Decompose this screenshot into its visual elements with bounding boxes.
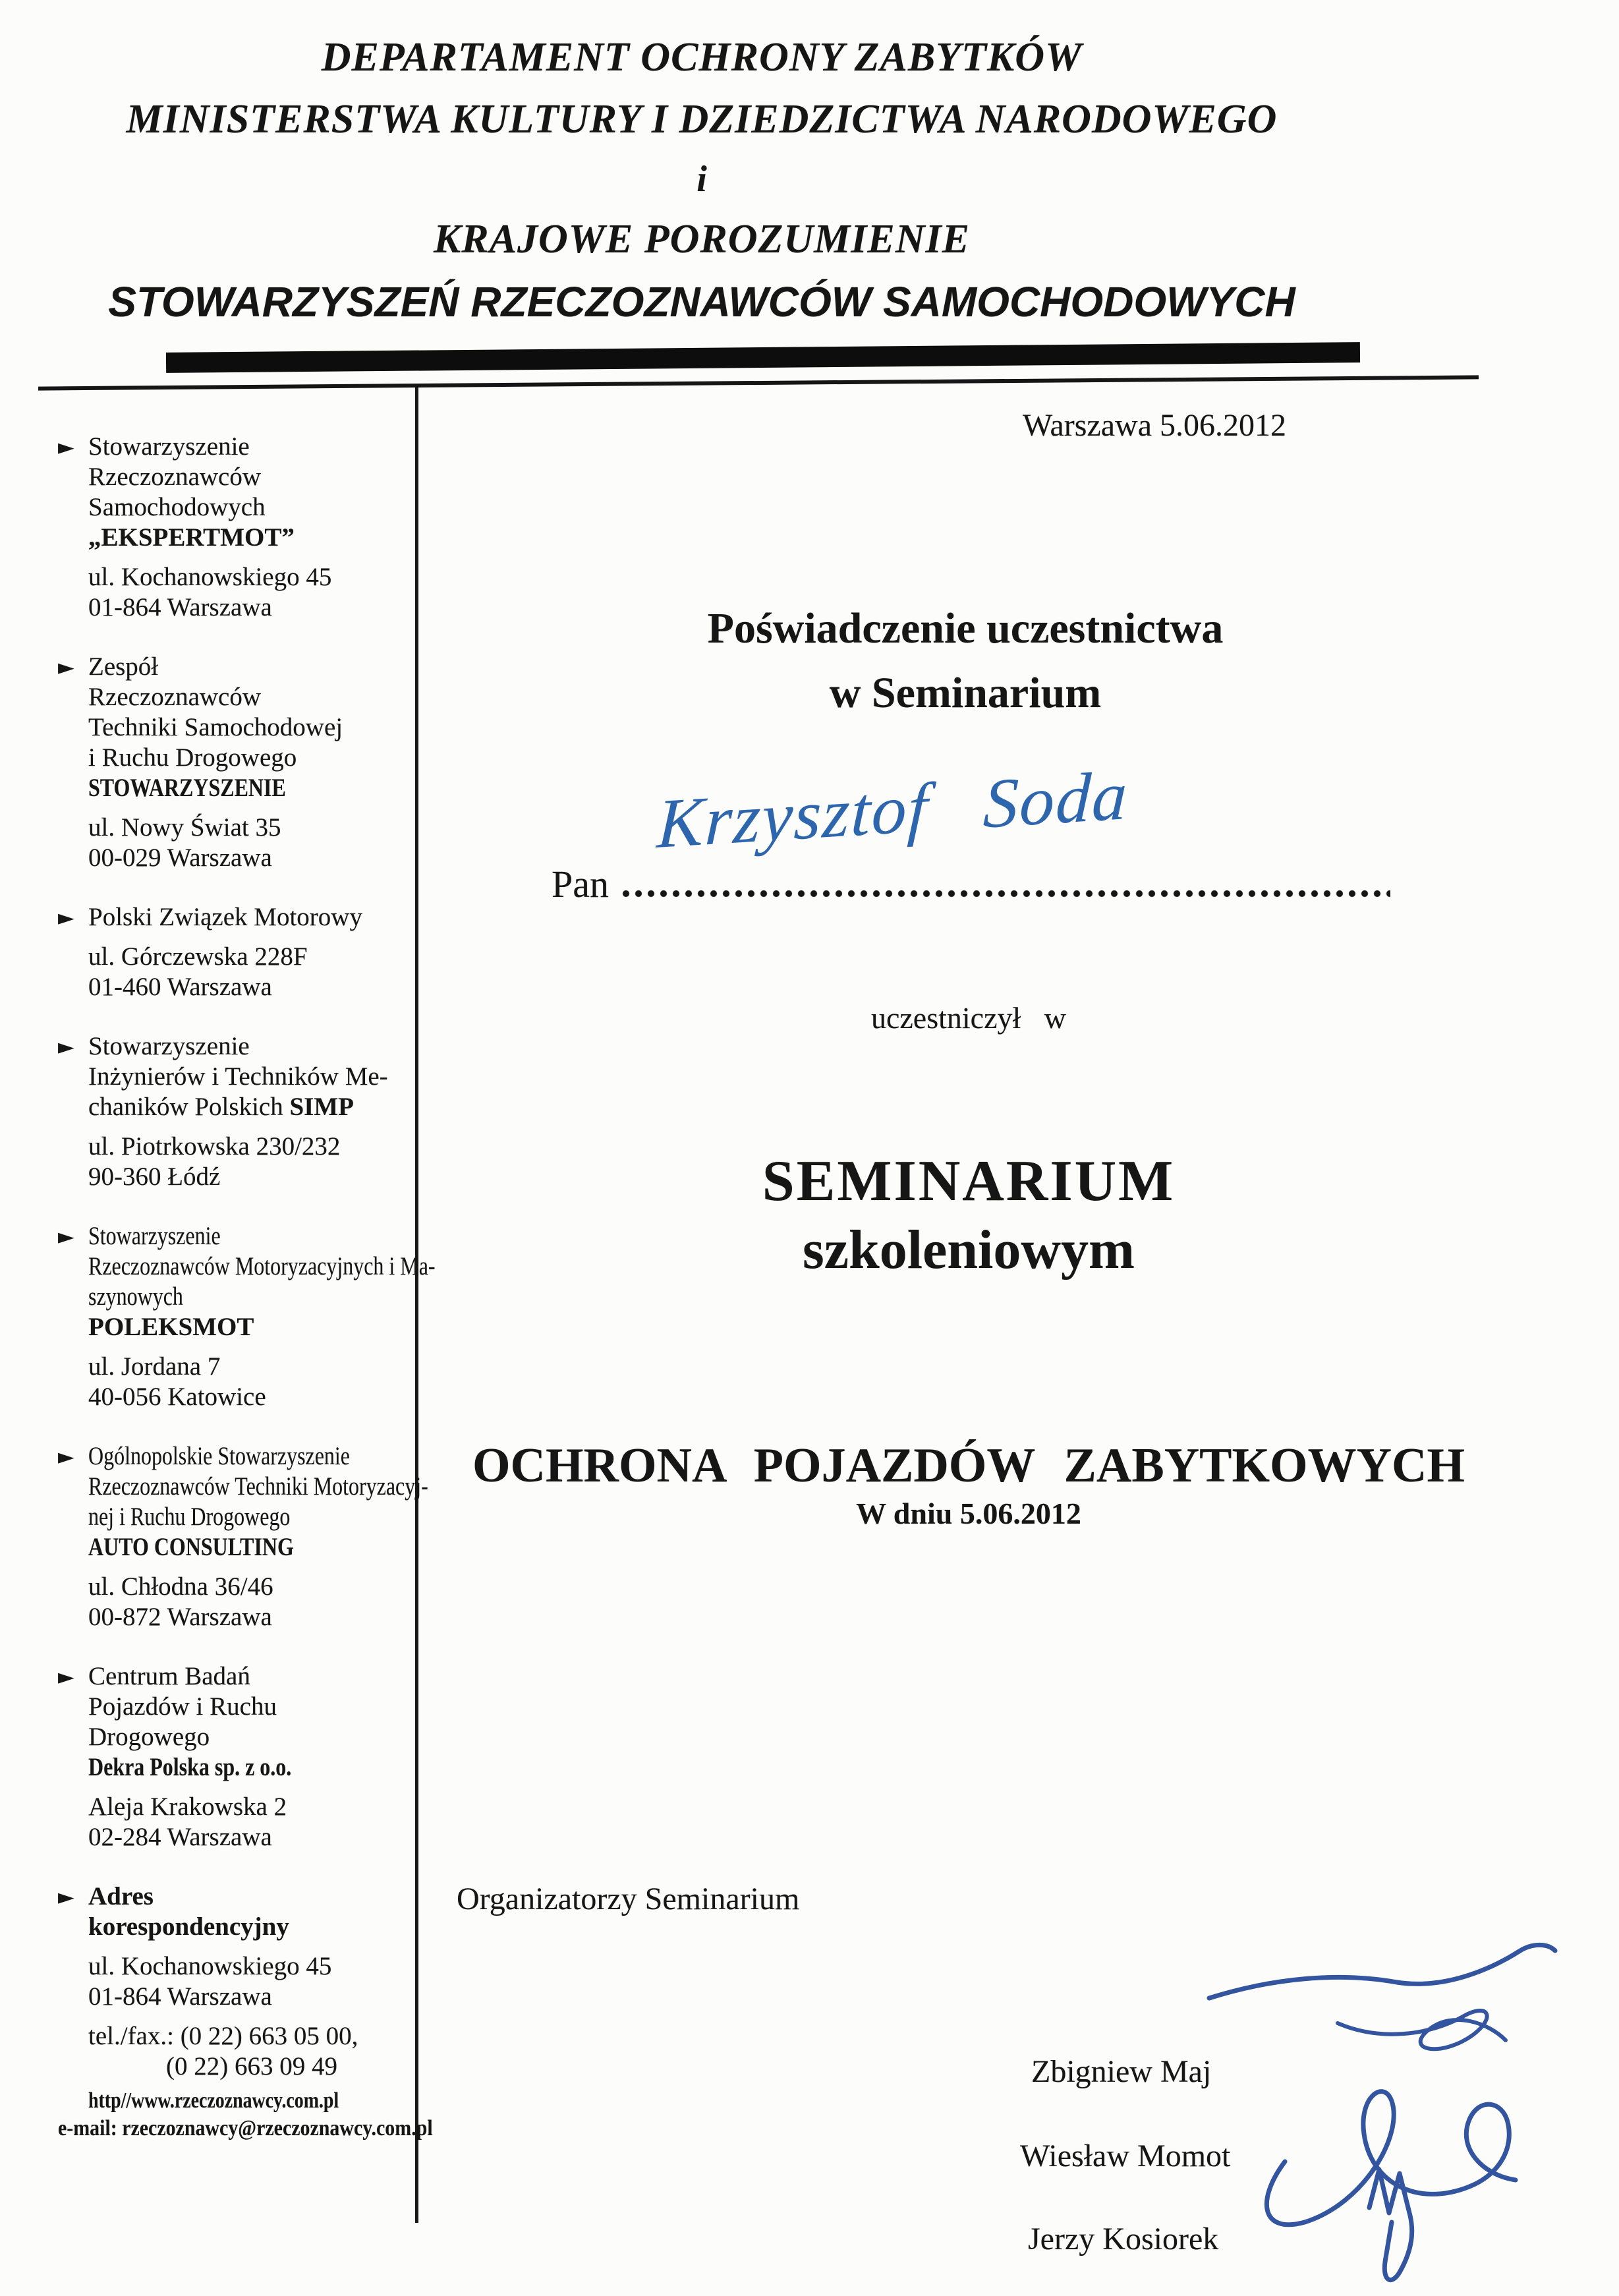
sidebar-line <box>88 1092 420 1122</box>
arrow-bullet-icon: ► <box>58 1224 74 1249</box>
sidebar-line: szynowych <box>88 1282 183 1311</box>
name-dotted-line <box>621 888 1390 899</box>
sidebar-line: Stowarzyszenie <box>88 1032 250 1060</box>
sidebar-entry <box>58 1881 433 2142</box>
seminar-date: W dniu 5.06.2012 <box>856 1497 1081 1530</box>
sidebar-line: tel./fax.: (0 22) 663 05 00, <box>88 2022 358 2050</box>
sidebar-line: Adres <box>88 1882 154 1910</box>
sidebar-line: Zespół <box>88 652 159 681</box>
sidebar-line: i Ruchu Drogowego <box>88 743 297 772</box>
sidebar-entry-text <box>88 1441 428 1632</box>
sidebar-line: Pojazdów i Ruchu <box>88 1692 277 1721</box>
sidebar-entry <box>58 1221 436 1412</box>
sidebar-line: Samochodowych <box>88 493 266 521</box>
sidebar-line: Polski Związek Motorowy <box>88 903 362 931</box>
salutation-label: Pan <box>552 863 609 905</box>
sidebar-entry-text <box>88 652 420 873</box>
arrow-bullet-icon: ► <box>58 654 74 679</box>
sidebar-entry-text <box>88 902 420 1002</box>
sidebar-line: ul. Kochanowskiego 45 <box>88 1952 332 1980</box>
sidebar-line: POLEKSMOT <box>88 1313 254 1341</box>
sidebar-line: 01-864 Warszawa <box>88 593 272 621</box>
certificate-title-line-1: Poświadczenie uczestnictwa <box>707 604 1224 652</box>
sidebar-line: 02-284 Warszawa <box>88 1823 272 1851</box>
place-and-date: Warszawa 5.06.2012 <box>1023 408 1287 443</box>
arrow-bullet-icon: ► <box>58 1444 74 1469</box>
sidebar-line: ul. Górczewska 228F <box>88 942 308 971</box>
letterhead-line-4: KRAJOWE POROZUMIENIE <box>433 217 971 262</box>
sidebar-entry <box>58 1441 428 1632</box>
sidebar-line: Aleja Krakowska 2 <box>88 1793 287 1821</box>
sidebar-entry-text <box>58 1881 433 2142</box>
sidebar-entry <box>58 902 420 1002</box>
sidebar-entry <box>58 1031 420 1192</box>
sidebar-line: nej i Ruchu Drogowego <box>88 1503 291 1531</box>
sidebar-line: Dekra Polska sp. z o.o. <box>88 1753 292 1781</box>
sidebar-line: Techniki Samochodowej <box>88 713 343 741</box>
sidebar-line: Rzeczoznawców <box>88 683 262 711</box>
letterhead-line-5: STOWARZYSZEŃ RZECZOZNAWCÓW SAMOCHODOWYCH <box>108 278 1295 326</box>
signature-scribble <box>1338 2011 1506 2049</box>
arrow-bullet-icon: ► <box>58 434 74 459</box>
signature-scribble <box>1209 1945 1555 1998</box>
letterhead <box>0 26 1404 333</box>
sidebar-line: Ogólnopolskie Stowarzyszenie <box>88 1442 351 1470</box>
sidebar-line: Rzeczoznawców Techniki Motoryzacyj- <box>88 1472 428 1501</box>
sidebar-line: ul. Kochanowskiego 45 <box>88 563 332 591</box>
sidebar-line: Drogowego <box>88 1723 210 1751</box>
sidebar-line: korespondencyjny <box>88 1912 289 1941</box>
sidebar-line: 01-460 Warszawa <box>88 973 272 1001</box>
arrow-bullet-icon: ► <box>58 905 74 930</box>
sidebar-line-part: chaników Polskich <box>88 1093 290 1121</box>
sidebar-line: ul. Piotrkowska 230/232 <box>88 1132 341 1161</box>
letterhead-line-2: MINISTERSTWA KULTURY I DZIEDZICTWA NARODOWEGO <box>126 97 1278 142</box>
header-rule-thick <box>166 342 1360 373</box>
sidebar-line: ul. Nowy Świat 35 <box>88 813 281 842</box>
arrow-bullet-icon: ► <box>58 1884 74 1909</box>
sidebar-entry-text <box>88 1031 420 1192</box>
header-rule-thin <box>38 375 1479 390</box>
sidebar-line: e-mail: rzeczoznawcy@rzeczoznawcy.com.pl <box>58 2116 433 2140</box>
letterhead-line-1: DEPARTAMENT OCHRONY ZABYTKÓW <box>321 35 1083 80</box>
organizers-label: Organizatorzy Seminarium <box>457 1881 800 1916</box>
seminar-topic: OCHRONA POJAZDÓW ZABYTKOWYCH <box>472 1439 1465 1493</box>
sidebar-line: 00-029 Warszawa <box>88 844 272 872</box>
letterhead-line-3: i <box>696 159 707 200</box>
sidebar-line: Rzeczoznawców <box>88 463 262 491</box>
sidebar-line: 00-872 Warszawa <box>88 1603 272 1631</box>
sidebar-line: AUTO CONSULTING <box>88 1533 294 1561</box>
sidebar-line: Centrum Badań <box>88 1662 250 1690</box>
sidebar-line: (0 22) 663 09 49 <box>166 2052 337 2081</box>
sidebar-entry-text <box>88 1221 436 1412</box>
sidebar-entry <box>58 652 420 873</box>
signatures-ink <box>1120 1924 1581 2293</box>
arrow-bullet-icon: ► <box>58 1034 74 1059</box>
sidebar-line: „EKSPERTMOT” <box>88 523 295 552</box>
seminar-word-1: SEMINARIUM <box>762 1149 1176 1213</box>
arrow-bullet-icon: ► <box>58 1664 74 1689</box>
seminar-word-2: szkoleniowym <box>803 1219 1135 1280</box>
sidebar-line: Stowarzyszenie <box>88 1222 221 1250</box>
participated-text: uczestniczył w <box>870 1001 1067 1035</box>
sidebar-entry <box>58 1661 420 1852</box>
sidebar-line: Rzeczoznawców Motoryzacyjnych i Ma- <box>88 1252 436 1280</box>
handwritten-participant-name: Krzysztof Soda <box>655 756 1130 863</box>
sidebar-line: ul. Chłodna 36/46 <box>88 1572 273 1601</box>
sidebar-line: ul. Jordana 7 <box>88 1352 221 1381</box>
sidebar-organizations <box>58 432 436 2171</box>
sidebar-line-part: SIMP <box>289 1093 354 1121</box>
sidebar-line: Inżynierów i Techników Me- <box>88 1062 388 1091</box>
organizer-name: Wiesław Momot <box>1020 2138 1231 2173</box>
sidebar-line: Stowarzyszenie <box>88 432 250 461</box>
organizer-name: Jerzy Kosiorek <box>1028 2222 1219 2256</box>
sidebar-entry-text <box>88 1661 420 1852</box>
sidebar-line: http//www.rzeczoznawcy.com.pl <box>88 2088 339 2113</box>
sidebar-entry <box>58 432 420 623</box>
sidebar-items <box>58 432 436 2142</box>
sidebar-line: 01-864 Warszawa <box>88 1982 272 2011</box>
signature-scribble <box>1369 2169 1412 2280</box>
organizer-name: Zbigniew Maj <box>1031 2054 1212 2089</box>
sidebar-entry-text <box>88 432 420 623</box>
sidebar-line: 40-056 Katowice <box>88 1383 266 1411</box>
sidebar-line: STOWARZYSZENIE <box>88 774 286 802</box>
certificate-title-line-2: w Seminarium <box>829 669 1102 717</box>
certificate-title <box>422 596 1509 726</box>
sidebar-line: 90-360 Łódź <box>88 1162 221 1191</box>
